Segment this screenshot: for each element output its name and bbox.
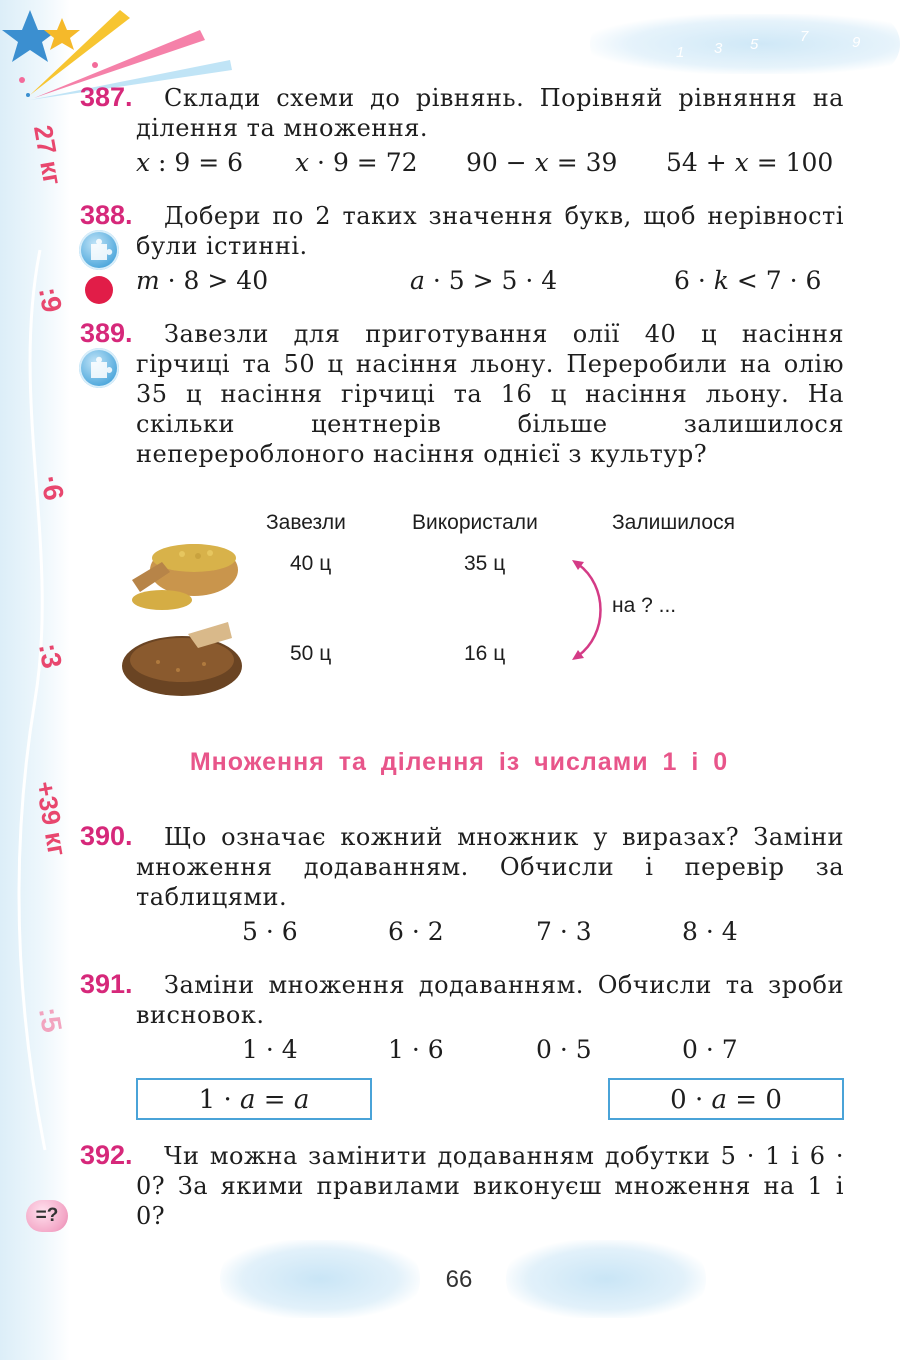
margin-label: :3 xyxy=(33,640,68,671)
expression: 0 · 7 xyxy=(682,1035,738,1064)
expression: 8 · 4 xyxy=(682,917,738,946)
table-cell: 35 ц xyxy=(464,552,506,575)
inequality: 6 · k < 7 · 6 xyxy=(674,266,822,295)
puzzle-icon xyxy=(79,348,119,388)
puzzle-icon xyxy=(79,230,119,270)
mustard-seed-bowl-image xyxy=(122,520,242,620)
expression: 7 · 3 xyxy=(536,917,592,946)
exercise-number: 387. xyxy=(80,82,133,112)
comparison-arrow-icon xyxy=(568,556,608,664)
rule-box-multiply-by-one: 1 · a = a xyxy=(136,1078,372,1120)
expression: 1 · 4 xyxy=(242,1035,298,1064)
red-dot-icon xyxy=(85,276,113,304)
cloud-digit: 3 xyxy=(714,40,723,57)
top-cloud-decoration xyxy=(590,14,900,74)
equation: 54 + x = 100 xyxy=(666,148,834,177)
margin-label: +39 кг xyxy=(30,778,73,859)
exercise-text: Добери по 2 таких значення букв, щоб нерівності були істинні. xyxy=(136,202,844,260)
equation: x · 9 = 72 xyxy=(295,148,418,177)
page-number: 66 xyxy=(445,1266,473,1293)
table-header: Використали xyxy=(412,511,538,534)
exercise-number: 389. xyxy=(80,318,133,348)
table-header: Залишилося xyxy=(612,511,735,534)
expression: 1 · 6 xyxy=(388,1035,444,1064)
question-icon: =? xyxy=(26,1200,68,1232)
exercise-number: 388. xyxy=(80,200,133,230)
exercise-text: Чи можна замінити додаванням добутки 5 · 1 і 6 · 0? За якими правилами виконуєш множення на 1 і 0? xyxy=(136,1142,844,1230)
expression: 5 · 6 xyxy=(242,917,298,946)
expression: 0 · 5 xyxy=(536,1035,592,1064)
exercise-text: Завезли для приготування олії 40 ц насіння гірчиці та 50 ц насіння льону. Переробили на олію 35 ц насіння гірчиці та 16 ц насіння льону. На скільки центнерів більше залишилося неперероблоного насіння однієї з культур? xyxy=(136,320,844,468)
side-curve-decoration xyxy=(0,0,80,1360)
exercise-number: 390. xyxy=(80,821,133,851)
cloud-digit: 1 xyxy=(676,44,685,61)
equation: 90 − x = 39 xyxy=(466,148,618,177)
section-title: Множення та ділення із числами 1 і 0 xyxy=(189,748,729,776)
arrow-label: на ? ... xyxy=(612,594,677,617)
margin-label: ·6 xyxy=(35,472,70,503)
cloud-digit: 7 xyxy=(800,28,809,45)
exercise-number: 392. xyxy=(80,1140,133,1170)
table-header: Завезли xyxy=(266,511,346,534)
exercise-text: Що означає кожний множник у виразах? Заміни множення додаванням. Обчисли і перевір за таблицями. xyxy=(136,823,844,911)
inequality: a · 5 > 5 · 4 xyxy=(410,266,558,295)
flax-seed-image xyxy=(118,612,244,702)
exercise-number: 391. xyxy=(80,969,133,999)
table-cell: 50 ц xyxy=(290,642,332,665)
expression: 6 · 2 xyxy=(388,917,444,946)
equation: x : 9 = 6 xyxy=(136,148,244,177)
margin-label: 27 кг xyxy=(28,122,68,188)
table-cell: 40 ц xyxy=(290,552,332,575)
cloud-digit: 5 xyxy=(750,36,759,53)
exercise-text: Заміни множення додаванням. Обчисли та зроби висновок. xyxy=(136,971,844,1029)
margin-label: :5 xyxy=(33,1004,68,1035)
table-cell: 16 ц xyxy=(464,642,506,665)
exercise-text: Склади схеми до рівнянь. Порівняй рівняння на ділення та множення. xyxy=(136,84,844,142)
cloud-digit: 9 xyxy=(852,34,861,51)
rule-box-multiply-by-zero: 0 · a = 0 xyxy=(608,1078,844,1120)
inequality: m · 8 > 40 xyxy=(136,266,269,295)
margin-label: :9 xyxy=(33,284,68,315)
